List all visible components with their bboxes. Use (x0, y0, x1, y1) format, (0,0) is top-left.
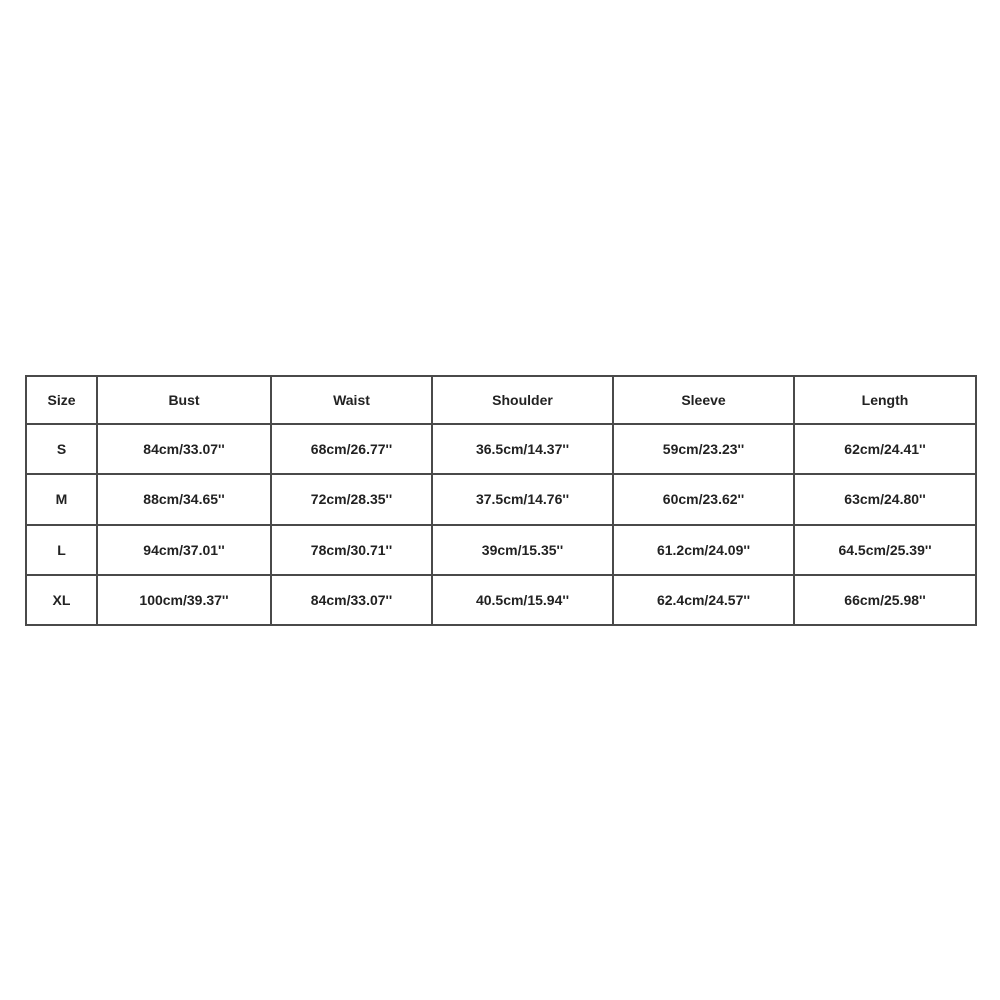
length-cell: 62cm/24.41'' (794, 424, 976, 474)
shoulder-cell: 36.5cm/14.37'' (432, 424, 613, 474)
size-cell: XL (26, 575, 97, 625)
header-size: Size (26, 376, 97, 424)
length-cell: 63cm/24.80'' (794, 474, 976, 524)
sleeve-cell: 62.4cm/24.57'' (613, 575, 794, 625)
header-row (26, 376, 976, 424)
size-cell: M (26, 474, 97, 524)
table-row (26, 474, 976, 524)
header-waist: Waist (271, 376, 432, 424)
shoulder-cell: 37.5cm/14.76'' (432, 474, 613, 524)
size-cell: L (26, 525, 97, 575)
table-row (26, 525, 976, 575)
shoulder-cell: 39cm/15.35'' (432, 525, 613, 575)
shoulder-cell: 40.5cm/15.94'' (432, 575, 613, 625)
length-cell: 66cm/25.98'' (794, 575, 976, 625)
waist-cell: 68cm/26.77'' (271, 424, 432, 474)
waist-cell: 84cm/33.07'' (271, 575, 432, 625)
waist-cell: 72cm/28.35'' (271, 474, 432, 524)
bust-cell: 84cm/33.07'' (97, 424, 271, 474)
table-row (26, 424, 976, 474)
header-sleeve: Sleeve (613, 376, 794, 424)
table-row (26, 575, 976, 625)
header-length: Length (794, 376, 976, 424)
bust-cell: 100cm/39.37'' (97, 575, 271, 625)
waist-cell: 78cm/30.71'' (271, 525, 432, 575)
length-cell: 64.5cm/25.39'' (794, 525, 976, 575)
bust-cell: 88cm/34.65'' (97, 474, 271, 524)
header-bust: Bust (97, 376, 271, 424)
sleeve-cell: 61.2cm/24.09'' (613, 525, 794, 575)
sleeve-cell: 59cm/23.23'' (613, 424, 794, 474)
header-shoulder: Shoulder (432, 376, 613, 424)
sleeve-cell: 60cm/23.62'' (613, 474, 794, 524)
bust-cell: 94cm/37.01'' (97, 525, 271, 575)
size-cell: S (26, 424, 97, 474)
size-chart-table (25, 375, 977, 626)
